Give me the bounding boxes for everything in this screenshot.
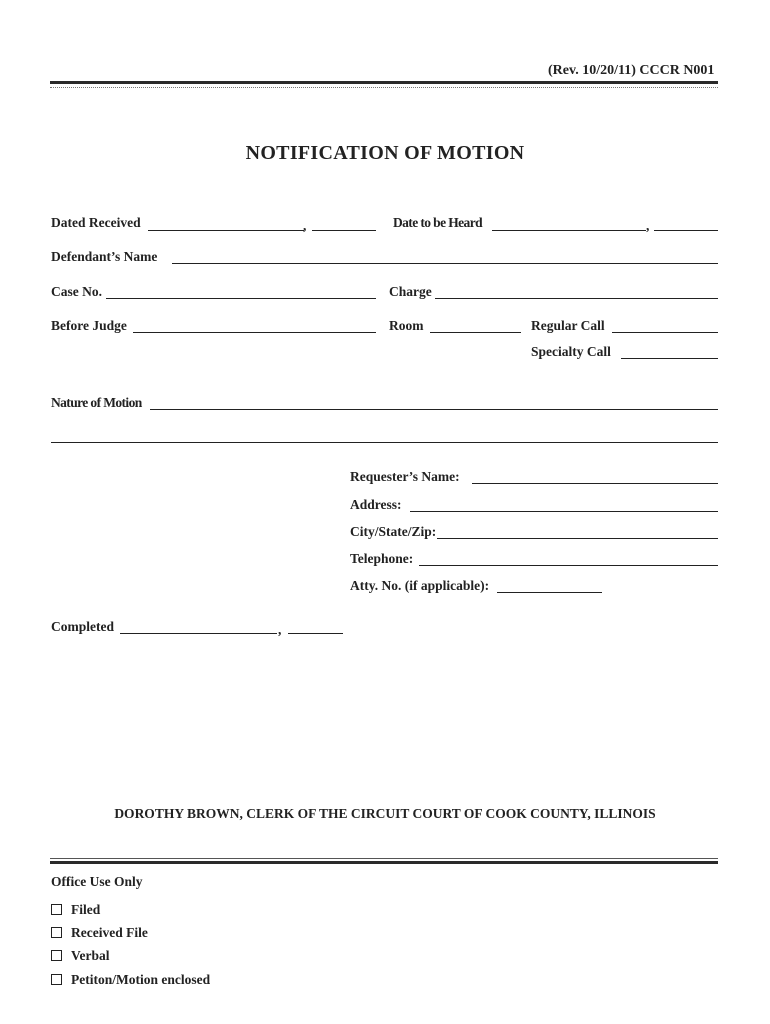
date-to-be-heard-field[interactable] [492,230,646,231]
defendants-name-field[interactable] [172,263,718,264]
specialty-call-label: Specialty Call [531,344,611,359]
header-rule [50,81,718,84]
charge-field[interactable] [435,298,718,299]
defendants-name-label: Defendant’s Name [51,249,158,264]
atty-no-label: Atty. No. (if applicable): [350,578,490,593]
address-label: Address: [350,497,402,512]
filed-label: Filed [71,902,101,917]
room-label: Room [389,318,424,333]
date-to-be-heard-label: Date to be Heard [393,215,483,230]
office-use-rule [50,861,718,864]
room-field[interactable] [430,332,521,333]
revision-code: (Rev. 10/20/11) CCCR N001 [548,63,715,78]
before-judge-field[interactable] [133,332,376,333]
nature-of-motion-field[interactable] [150,409,718,410]
received-file-label: Received File [71,925,148,940]
filed-checkbox[interactable] [51,904,62,915]
petition-motion-enclosed-label: Petiton/Motion enclosed [71,972,211,987]
page-title: NOTIFICATION OF MOTION [245,142,525,164]
regular-call-label: Regular Call [531,318,605,333]
date-received-year-field[interactable] [312,230,376,231]
requester-name-field[interactable] [472,483,718,484]
telephone-field[interactable] [419,565,718,566]
petition-motion-enclosed-checkbox[interactable] [51,974,62,985]
address-field[interactable] [410,511,718,512]
verbal-checkbox[interactable] [51,950,62,961]
date-to-be-heard-comma: , [646,218,650,233]
completed-comma: , [278,622,282,637]
date-received-field[interactable] [148,230,304,231]
completed-field[interactable] [120,633,277,634]
requester-name-label: Requester’s Name: [350,469,460,484]
completed-year-field[interactable] [288,633,343,634]
received-file-checkbox[interactable] [51,927,62,938]
city-state-zip-label: City/State/Zip: [350,524,437,539]
charge-label: Charge [389,284,432,299]
case-no-label: Case No. [51,284,102,299]
city-state-zip-field[interactable] [437,538,718,539]
case-no-field[interactable] [106,298,376,299]
telephone-label: Telephone: [350,551,414,566]
clerk-name: DOROTHY BROWN, CLERK OF THE CIRCUIT COURT OF COOK COUNTY, ILLINOIS [114,806,656,821]
verbal-label: Verbal [71,948,110,963]
before-judge-label: Before Judge [51,318,127,333]
date-to-be-heard-year-field[interactable] [654,230,718,231]
completed-label: Completed [51,619,114,634]
regular-call-field[interactable] [612,332,718,333]
header-rule-dotted [50,87,718,88]
nature-of-motion-label: Nature of Motion [51,395,142,410]
atty-no-field[interactable] [497,592,602,593]
specialty-call-field[interactable] [621,358,718,359]
date-received-comma: , [303,218,307,233]
office-use-heading: Office Use Only [51,874,143,889]
nature-of-motion-field-line2[interactable] [51,442,718,443]
date-received-label: Dated Received [51,215,141,230]
office-use-rule-top [50,858,718,859]
